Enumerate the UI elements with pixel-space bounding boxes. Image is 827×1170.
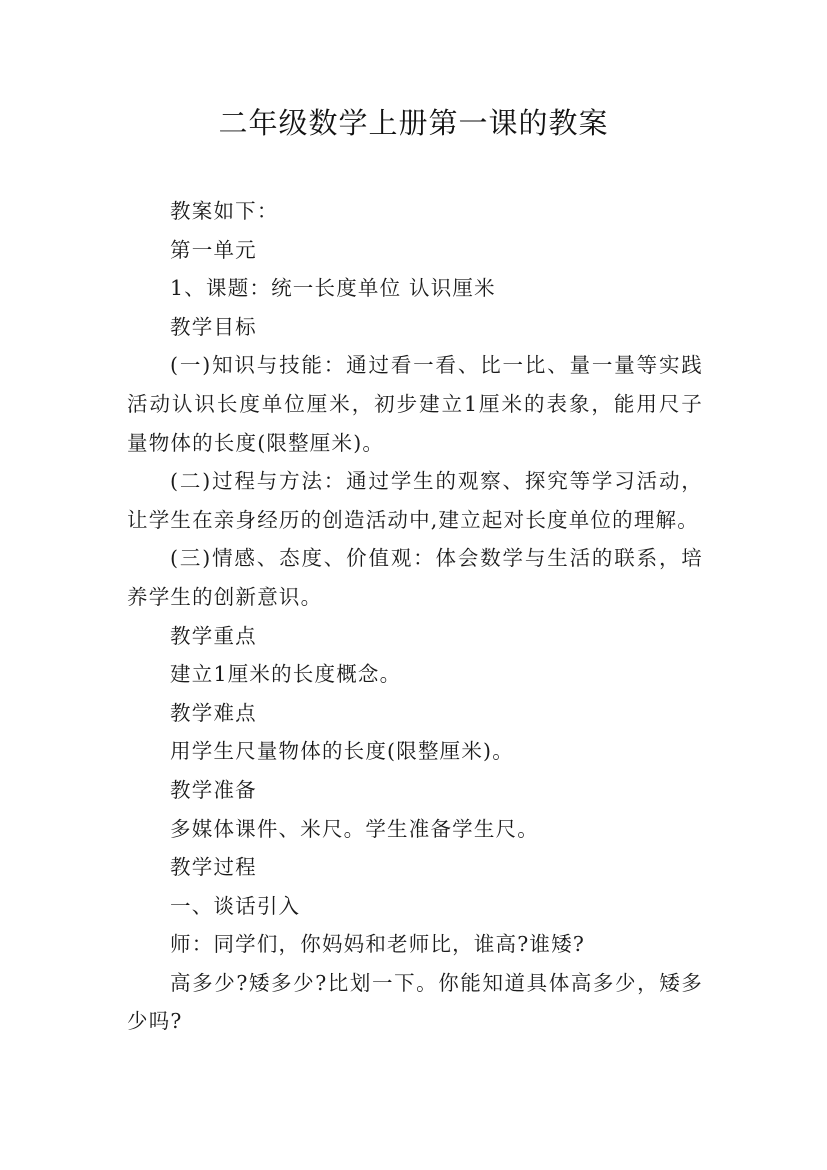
paragraph-teacher-question: 师：同学们，你妈妈和老师比，谁高?谁矮? (170, 932, 586, 957)
paragraph-topic: 1、课题：统一长度单位 认识厘米 (170, 276, 496, 301)
paragraph-intro: 教案如下： (170, 199, 279, 223)
heading-difficulties: 教学难点 (170, 700, 257, 725)
document-body (127, 192, 703, 1041)
heading-key-points: 教学重点 (170, 623, 257, 648)
paragraph-follow-up: 高多少?矮多少?比划一下。你能知道具体高多少，矮多少吗? (127, 970, 703, 1034)
document-title: 二年级数学上册第一课的教案 (218, 106, 609, 140)
paragraph-step-one: 一、谈话引入 (170, 893, 301, 918)
paragraph-goal-emotion: (三)情感、态度、价值观：体会数学与生活的联系，培养学生的创新意识。 (127, 546, 703, 609)
heading-preparation: 教学准备 (170, 777, 257, 802)
paragraph-goal-knowledge: (一)知识与技能：通过看一看、比一比、量一量等实践活动认识长度单位厘米，初步建立1厘米的表象，能用尺子量物体的长度(限整厘米)。 (127, 353, 703, 455)
paragraph-preparation: 多媒体课件、米尺。学生准备学生尺。 (170, 816, 539, 841)
paragraph-goal-process: (二)过程与方法：通过学生的观察、探究等学习活动，让学生在亲身经历的创造活动中,建立起对长度单位的理解。 (127, 469, 703, 532)
paragraph-key-points: 建立1厘米的长度概念。 (170, 662, 402, 687)
paragraph-unit: 第一单元 (170, 237, 257, 262)
paragraph-difficulties: 用学生尺量物体的长度(限整厘米)。 (170, 739, 514, 764)
heading-teaching-goals: 教学目标 (170, 314, 257, 339)
heading-process: 教学过程 (170, 855, 257, 880)
